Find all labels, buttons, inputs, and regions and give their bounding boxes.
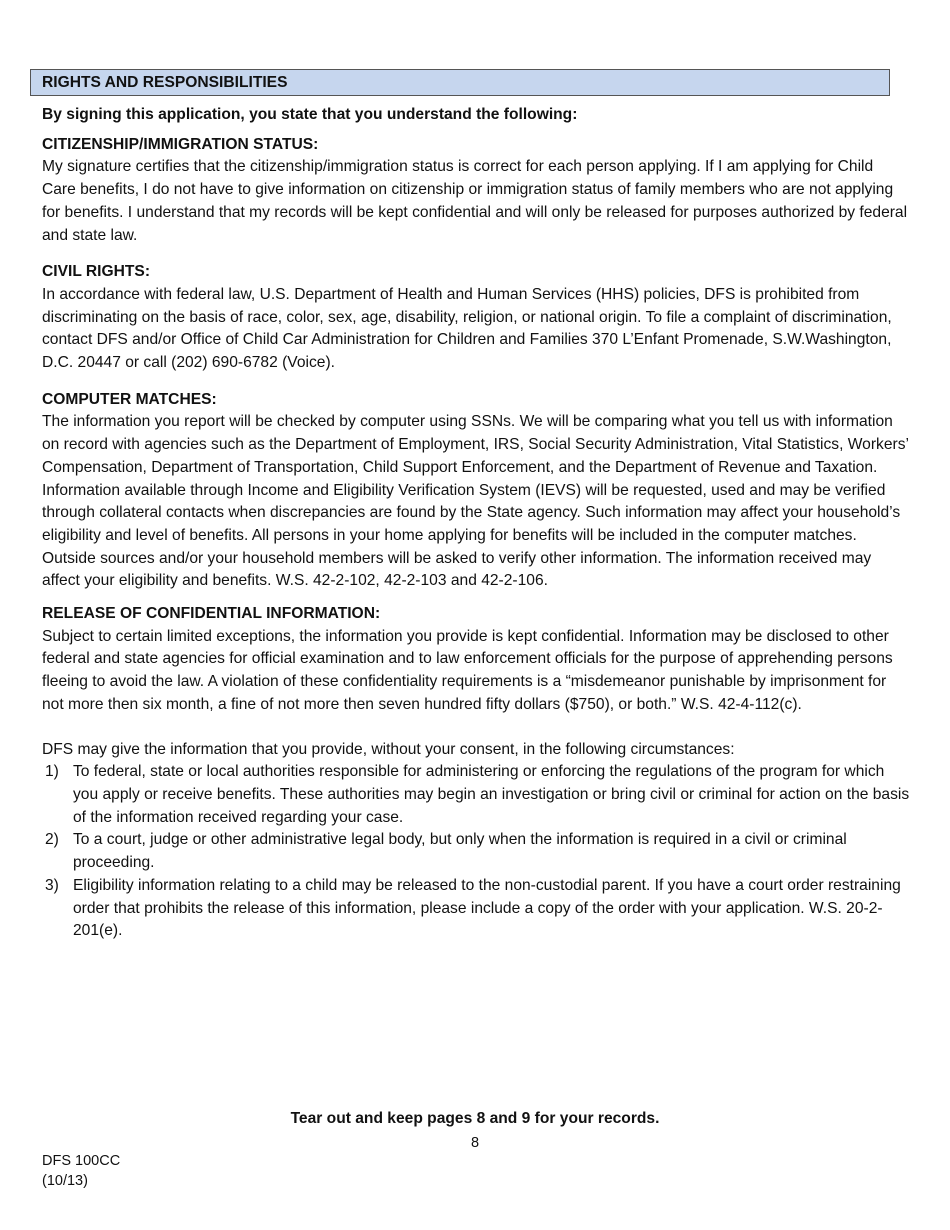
list-item: [42, 829, 910, 874]
document-body: [42, 104, 910, 943]
form-id: DFS 100CC: [42, 1153, 121, 1169]
section-title: CITIZENSHIP/IMMIGRATION STATUS:: [42, 135, 319, 153]
section-computer-matches: [42, 389, 910, 593]
list-item-number: 3): [45, 876, 59, 894]
list-item-number: 1): [45, 763, 59, 781]
list-item-text: To a court, judge or other administrative legal body, but only when the information is required in a civil or criminal proceeding.: [73, 831, 847, 872]
list-item-text: To federal, state or local authorities responsible for administering or enforcing the regulations of the program for which you apply or receive benefits. These authorities may begin an investigation or bring civil or criminal for action on the basis of the information received regarding your case.: [73, 763, 910, 826]
section-title: COMPUTER MATCHES:: [42, 390, 217, 408]
list-item: [42, 875, 910, 943]
page-number: 8: [470, 1135, 480, 1151]
circumstances-lead: DFS may give the information that you provide, without your consent, in the following circumstances:: [42, 740, 735, 758]
form-date: (10/13): [42, 1173, 88, 1189]
form-identifier: [42, 1151, 120, 1191]
section-text: My signature certifies that the citizenship/immigration status is correct for each person applying. If I am applying for Child Care benefits, I do not have to give information on citizenship or immigration status of family members who are not applying for benefits. I understand that my records will be kept confidential and will only be released for purposes authorized by federal and state law.: [42, 158, 908, 244]
section-citizenship: [42, 134, 910, 248]
list-item-text: Eligibility information relating to a child may be released to the non-custodial parent. If you have a court order restraining order that prohibits the release of this information, please include a copy of the order with your application. W.S. 20-2-201(e).: [73, 876, 901, 940]
section-text: In accordance with federal law, U.S. Department of Health and Human Services (HHS) policies, DFS is prohibited from discriminating on the basis of race, color, sex, age, disability, religion, or national origin. To file a complaint of discrimination, contact DFS and/or Office of Child Car Administration for Children and Families 370 L’Enfant Promenade, S.W.Washington, D.C. 20447 or call (202) 690-6782 (Voice).: [42, 285, 892, 372]
section-text: Subject to certain limited exceptions, the information you provide is kept confidential. Information may be disclosed to other federal and state agencies for official examination and to law enforcement officials for the purpose of apprehending persons fleeing to avoid the law. A violation of these confidentiality requirements is a “misdemeanor punishable by imprisonment for not more then six month, a fine of not more then seven hundred fifty dollars ($750), or both.” W.S. 42-4-112(c).: [42, 627, 893, 713]
circumstances-list: [42, 761, 910, 943]
list-item: [42, 761, 910, 829]
tear-out-note: Tear out and keep pages 8 and 9 for your records.: [290, 1110, 660, 1127]
section-civil-rights: [42, 261, 910, 375]
section-header: RIGHTS AND RESPONSIBILITIES: [30, 69, 890, 96]
section-title: RELEASE OF CONFIDENTIAL INFORMATION:: [42, 605, 381, 623]
section-release-confidential: [42, 603, 910, 717]
intro-statement: By signing this application, you state that you understand the following:: [42, 106, 578, 123]
section-title: CIVIL RIGHTS:: [42, 263, 151, 281]
list-item-number: 2): [45, 831, 59, 849]
section-text: The information you report will be checked by computer using SSNs. We will be comparing what you tell us with information on record with agencies such as the Department of Employment, IRS, Social Security Administration, Vital Statistics, Workers’ Compensation, Department of Transportation, Child Support Enforcement, and the Department of Revenue and Taxation. Information available through Income and Eligibility Verification System (IEVS) will be requested, used and may be verified through collateral contacts when discrepancies are found by the State agency. Such information may affect your household’s eligibility and level of benefits. All persons in your home applying for benefits will be included in the computer matches. Outside sources and/or your household members will be asked to verify other information. The information received may affect your eligibility and benefits. W.S. 42-2-102, 42-2-103 and 42-2-106.: [42, 413, 909, 590]
